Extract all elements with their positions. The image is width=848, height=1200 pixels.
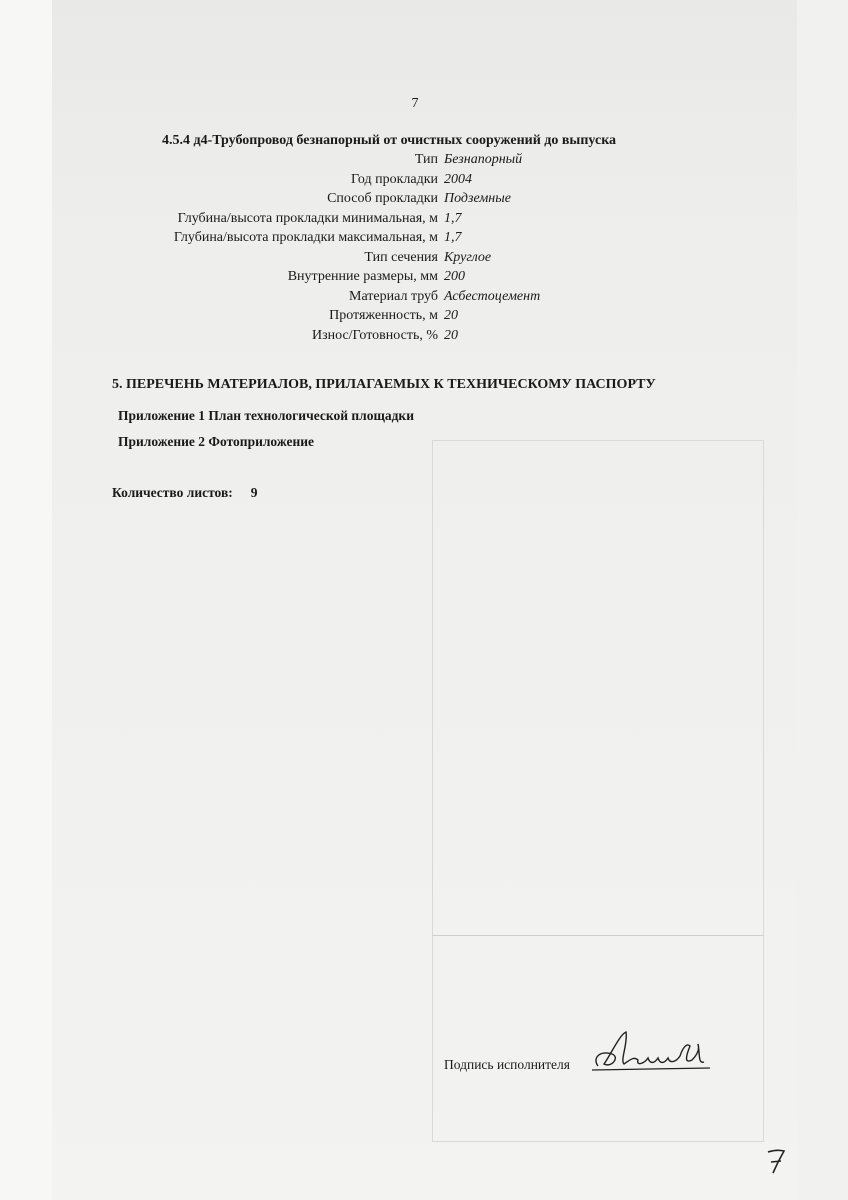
section-title: 4.5.4 д4-Трубопровод безнапорный от очистных сооружений до выпуска: [162, 133, 617, 148]
appendix-item: Приложение 1 План технологической площадки: [118, 408, 414, 423]
property-label: Способ прокладки: [327, 191, 438, 206]
property-row: [100, 172, 600, 192]
property-label: Глубина/высота прокладки минимальная, м: [177, 210, 438, 226]
property-label: Внутренние размеры, мм: [287, 269, 438, 284]
sheet-count-value: 9: [250, 485, 258, 500]
property-row: [100, 269, 600, 289]
property-row: [100, 211, 600, 231]
property-label: Тип сечения: [364, 249, 438, 265]
property-row: [100, 191, 600, 211]
handwritten-page-number: [764, 1146, 788, 1176]
property-value: 1,7: [444, 210, 462, 226]
binding-margin: [0, 0, 52, 1200]
appendix-item: Приложение 2 Фотоприложение: [118, 434, 315, 449]
materials-heading: 5. ПЕРЕЧЕНЬ МАТЕРИАЛОВ, ПРИЛАГАЕМЫХ К ТЕХНИЧЕСКОМУ ПАСПОРТУ: [112, 377, 656, 392]
property-row: [100, 328, 600, 348]
property-value: 200: [444, 269, 465, 284]
property-value: Безнапорный: [444, 152, 523, 167]
property-row: [100, 230, 600, 250]
property-value: 20: [444, 308, 458, 323]
property-label: Тип: [414, 152, 438, 167]
signature-label: Подпись исполнителя: [444, 1057, 570, 1072]
property-label: Материал труб: [349, 288, 438, 304]
sheet-count: [112, 485, 258, 501]
property-value: Асбестоцемент: [444, 288, 541, 304]
property-value: 20: [444, 327, 458, 343]
property-row: [100, 152, 600, 172]
property-row: [100, 250, 600, 270]
property-label: Глубина/высота прокладки максимальная, м: [173, 230, 438, 245]
property-label: Протяженность, м: [329, 308, 438, 323]
properties-table: [100, 152, 600, 347]
page-number: 7: [411, 96, 419, 111]
property-value: Круглое: [444, 249, 492, 265]
property-row: [100, 289, 600, 309]
property-label: Год прокладки: [351, 171, 438, 187]
handwritten-signature: [590, 1030, 720, 1078]
property-value: 1,7: [444, 230, 462, 245]
property-row: [100, 308, 600, 328]
property-label: Износ/Готовность, %: [311, 327, 438, 343]
property-value: 2004: [444, 171, 472, 187]
property-value: Подземные: [444, 191, 511, 206]
sheet-count-label: Количество листов:: [112, 485, 233, 500]
